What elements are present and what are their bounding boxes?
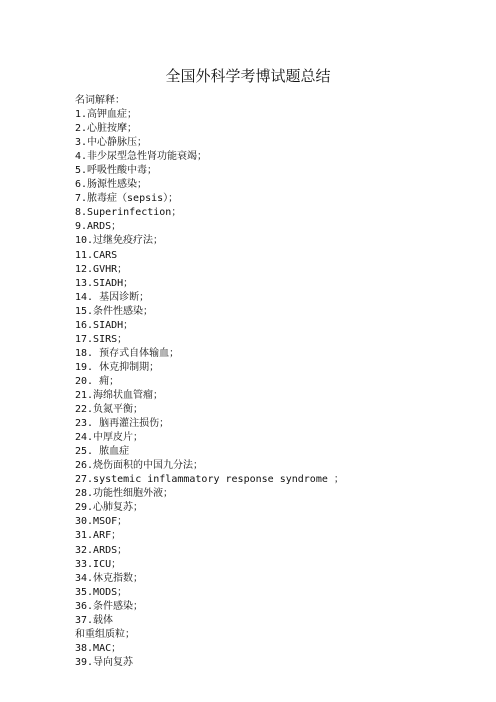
term-item: 4.非少尿型急性肾功能衰竭； — [75, 151, 208, 163]
term-item: 7.脓毒症（sepsis）； — [75, 193, 179, 205]
term-item: 18. 预存式自体输血； — [75, 347, 180, 359]
term-item: 9.ARDS； — [75, 221, 122, 233]
term-item: 37.载体 — [75, 614, 114, 626]
term-item: 25. 脓血症 — [75, 446, 130, 458]
term-item: 6.肠源性感染； — [75, 179, 148, 191]
term-item: 2.心脏按摩； — [75, 123, 138, 135]
term-item: 29.心肺复苏； — [75, 502, 144, 514]
term-item: 23. 脑再灌注损伤； — [75, 418, 170, 430]
term-item: 12.GVHR； — [75, 263, 128, 275]
term-item: 20. 痈； — [75, 375, 120, 387]
term-item: 14. 基因诊断； — [75, 291, 150, 303]
term-item: 13.SIADH； — [75, 277, 134, 289]
term-item: 15.条件性感染； — [75, 305, 154, 317]
term-item: 10.过继免疫疗法； — [75, 235, 164, 247]
term-item: 36.条件感染； — [75, 600, 144, 612]
term-item: 和重组质粒； — [75, 628, 135, 640]
term-item: 35.MODS； — [75, 586, 128, 598]
term-item: 33.ICU； — [75, 558, 122, 570]
term-item: 19. 休克抑制期； — [75, 361, 160, 373]
term-item: 27.systemic inflammatory response syndrome ； — [75, 474, 344, 486]
term-item: 31.ARF； — [75, 530, 122, 542]
term-item: 30.MSOF； — [75, 516, 128, 528]
term-item: 16.SIADH； — [75, 319, 134, 331]
section-heading: 名词解释： — [75, 95, 125, 106]
term-item: 34.休克指数； — [75, 572, 144, 584]
term-item: 22.负氮平衡； — [75, 404, 144, 416]
term-item: 17.SIRS； — [75, 333, 128, 345]
term-item: 32.ARDS； — [75, 544, 128, 556]
term-item: 11.CARS — [75, 249, 118, 261]
term-item: 5.呼吸性酸中毒； — [75, 165, 158, 177]
term-item: 1.高钾血症； — [75, 109, 138, 121]
term-item: 8.Superinfection； — [75, 207, 182, 219]
term-item: 39.导向复苏 — [75, 656, 134, 668]
document-body — [75, 94, 475, 670]
term-item: 21.海绵状血管瘤； — [75, 389, 164, 401]
term-item: 26.烧伤面积的中国九分法； — [75, 460, 204, 472]
document-title: 全国外科学考博试题总结 — [165, 67, 331, 85]
term-item: 24.中厚皮片； — [75, 432, 144, 444]
term-item: 28.功能性细胞外液； — [75, 488, 174, 500]
term-item: 3.中心静脉压； — [75, 137, 148, 149]
term-item: 38.MAC； — [75, 642, 122, 654]
